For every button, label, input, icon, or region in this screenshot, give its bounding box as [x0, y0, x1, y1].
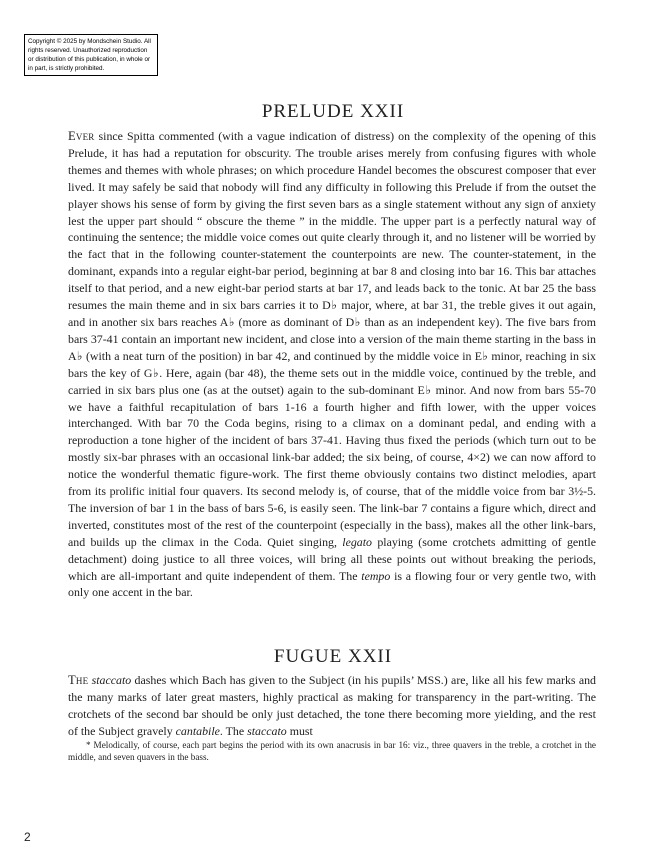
fugue-text-4: must: [286, 723, 313, 738]
fugue-emphasis-cantabile: cantabile: [175, 723, 220, 738]
prelude-emphasis-tempo: tempo: [361, 568, 391, 583]
fugue-emphasis-staccato: staccato: [91, 673, 132, 687]
fugue-text-2: dashes which Bach has given to the Subject (in his pupils’ MSS.) are, like all his few marks and the many marks of later great masters, highly practical as making for transparency in the part-writing. The crotchets of the second bar should be only just detached, the tone there becoming more yielding, and the rest of the Subject gravely: [68, 673, 596, 738]
page-number: 2: [24, 830, 31, 844]
prelude-title: PRELUDE XXII: [261, 101, 405, 122]
prelude-text-2: playing (some crotchets admitting of gentle detachment) doing justice to all three voices, will bring all these points out without breaking the periods, which are all-important and quite independent of them. The: [68, 534, 596, 583]
fugue-title: FUGUE XXII: [273, 646, 393, 667]
prelude-lead-word: Ever: [68, 129, 95, 143]
prelude-paragraph: [68, 128, 596, 601]
fugue-text-3: . The: [219, 723, 248, 738]
fugue-lead-word: The: [68, 673, 89, 687]
prelude-text-3: is a flowing four or very gentle two, with only one accent in the bar.: [68, 568, 596, 600]
footnote-text: * Melodically, of course, each part begins the period with its own anacrusis in bar 16: viz., three quavers in the treble, a crotchet in the middle, and seven quavers in the bass.: [68, 740, 596, 763]
fugue-emphasis-staccato-2: staccato: [247, 723, 287, 738]
prelude-text: since Spitta commented (with a vague indication of distress) on the complexity of the opening of this Prelude, it has had a reputation for obscurity. The trouble arises merely from confusing figures with whole themes and themes with whole phrases; on which procedure Handel becomes the obscurest composer that ever lived. It may safely be said that nobody will find any difficulty in following this Prelude if from the outset the player shows his sense of form by giving the first seven bars as a single statement without any sign of anxiety lest the upper part should “ obscure the theme ” in the middle. The upper part is a perfectly natural way of continuing the sentence; the middle voice comes out quite clearly through it, and no listener will be worried by the fact that in the following counter-statement the counterpoints are new. The counter-statement, in the dominant, expands into a regular eight-bar period, beginning at bar 8 and closing into bar 16. This bar attaches itself to that period, and a new eight-bar period starts at bar 17, and leads back to the tonic. At bar 25 the bass resumes the main theme and in six bars carries it to D♭ major, where, at bar 31, the treble gives it out again, and in another six bars reaches A♭ (more as dominant of D♭ than as an independent key). The five bars from bars 37-41 contain an important new incident, and close into a version of the main theme starting in the bass in A♭ (with a neat turn of the position) in bar 42, and continued by the middle voice in E♭ minor, reaching in six bars the key of G♭. Here, again (bar 48), the theme sets out in the middle voice, continued by the treble, and carried in six bars plus one (as at the outset) again to the sub-dominant E♭ minor. And now from bars 55-70 we have a faithful recapitulation of bars 1-16 a fourth higher and fifth lower, with the upper voices interchanged. With bar 70 the Coda begins, rising to a climax on a dominant pedal, and ending with a reproduction a tone higher of the incident of bars 37-41. Having thus fixed the periods (which turn out to be mostly six-bar phrases with an occasional link-bar added; the six being, of course, 4×2) we can now afford to notice the wonderful thematic figure-work. The first theme obviously contains two distinct melodies, apart from its prolific initial four quavers. Its second melody is, of course, that of the middle voice from bar 3½-5. The inversion of bar 1 in the bass of bars 5-6, is easily seen. The link-bar 7 contains a figure which, direct and inverted, constitutes most of the rest of the counterpoint (especially in the bass), makes all the other link-bars, and builds up the climax in the Coda. Quiet singing,: [68, 129, 596, 549]
footnote: [68, 739, 596, 763]
fugue-paragraph: [68, 672, 596, 740]
prelude-emphasis-legato: legato: [342, 534, 373, 549]
copyright-notice: Copyright © 2025 by Mondschein Studio. All rights reserved. Unauthorized reproduction or distribution of this publication, in whole or in part, is strictly prohibited.: [24, 34, 158, 76]
